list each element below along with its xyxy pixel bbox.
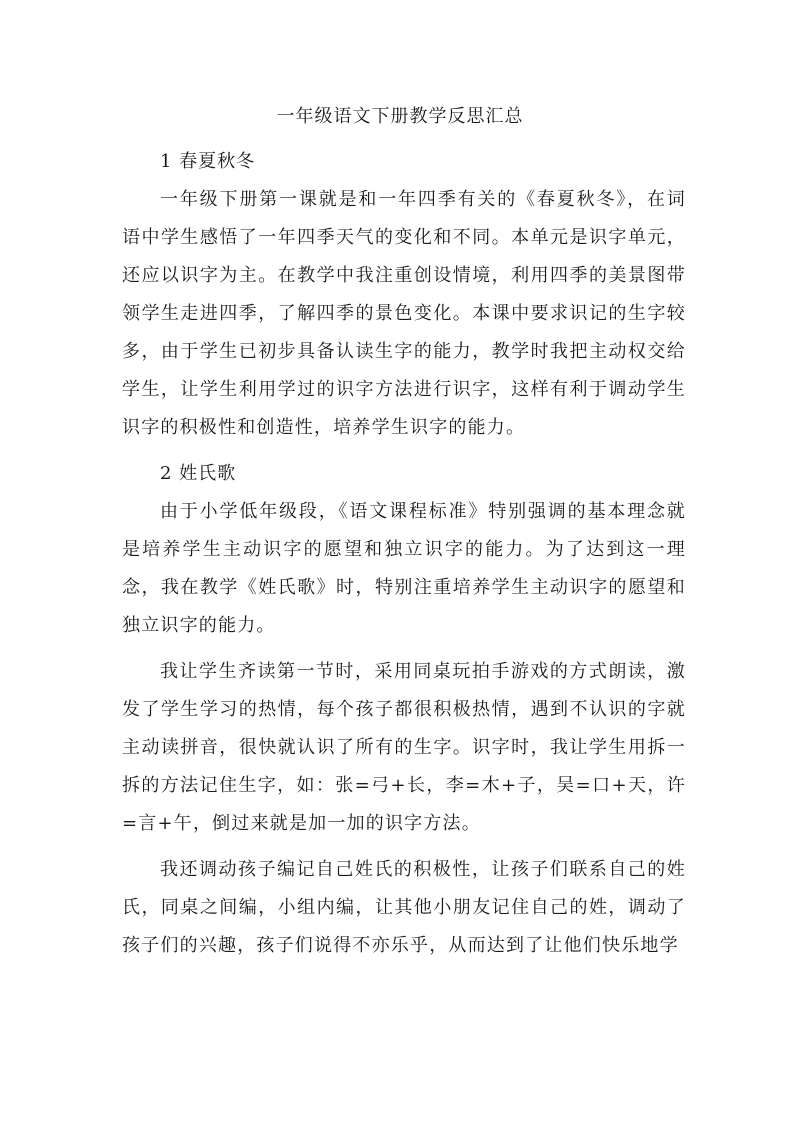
section-heading-2: 2 姓氏歌 — [160, 463, 237, 484]
document-body — [122, 143, 686, 965]
document-title: 一年级语文下册教学反思汇总 — [276, 106, 524, 127]
section-spacer — [122, 447, 686, 455]
paragraph-spacer — [122, 843, 686, 851]
section-2-paragraph-3: 我还调动孩子编记自己姓氏的积极性，让孩子们联系自己的姓氏，同桌之间编，小组内编，让其他小朋友记住自己的姓，调动了孩子们的兴趣，孩子们说得不亦乐乎，从而达到了让他们快乐地学 — [122, 859, 686, 956]
section-2-paragraph-1: 由于小学低年级段，《语文课程标准》特别强调的基本理念就是培养学生主动识字的愿望和独立识字的能力。为了达到这一理念，我在教学《姓氏歌》时，特别注重培养学生主动识字的愿望和独立识字的能力。 — [122, 501, 686, 636]
section-2-paragraph-2: 我让学生齐读第一节时，采用同桌玩拍手游戏的方式朗读，激发了学生学习的热情，每个孩子都很积极热情，遇到不认识的字就主动读拼音，很快就认识了所有的生字。识字时，我让学生用拆一拆的方法记住生字，如：张=弓+长，李=木+子，吴=口+天，许=言+午，倒过来就是加一加的识字方法。 — [122, 661, 686, 834]
section-heading-1: 1 春夏秋冬 — [160, 151, 256, 172]
section-1-paragraph-1: 一年级下册第一课就是和一年四季有关的《春夏秋冬》，在词语中学生感悟了一年四季天气的变化和不同。本单元是识字单元，还应以识字为主。在教学中我注重创设情境，利用四季的美景图带领学生走进四季，了解四季的景色变化。本课中要求识记的生字较多，由于学生已初步具备认读生字的能力，教学时我把主动权交给学生，让学生利用学过的识字方法进行识字，这样有利于调动学生识字的积极性和创造性，培养学生识字的能力。 — [122, 189, 686, 438]
paragraph-spacer — [122, 645, 686, 653]
